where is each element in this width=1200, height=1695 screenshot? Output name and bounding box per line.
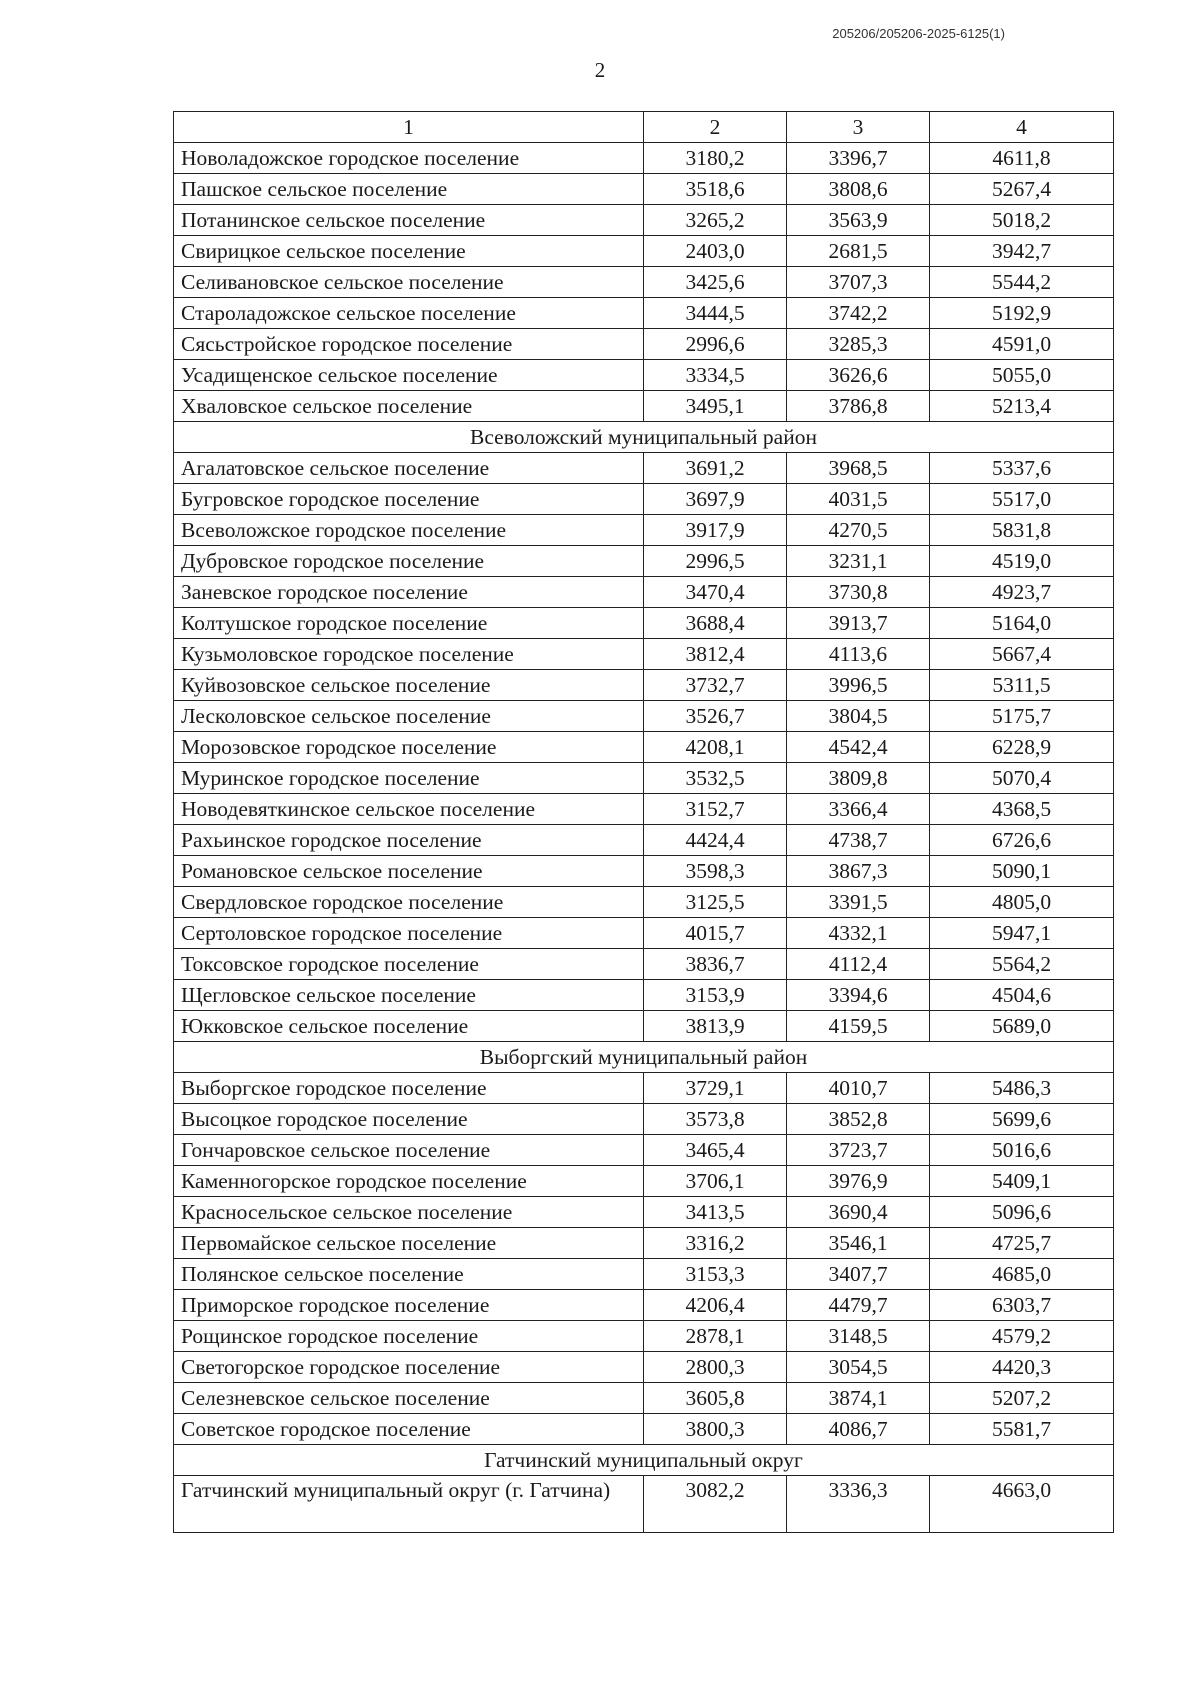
settlement-name-cell: Староладожское сельское поселение <box>174 298 644 329</box>
table-row <box>174 887 1114 918</box>
value-cell-col4: 5070,4 <box>930 763 1114 794</box>
value-cell-col4: 4591,0 <box>930 329 1114 360</box>
value-cell-col4: 5831,8 <box>930 515 1114 546</box>
settlement-name-cell: Морозовское городское поселение <box>174 732 644 763</box>
value-cell-col3: 4086,7 <box>787 1414 930 1445</box>
table-row <box>174 267 1114 298</box>
table-row <box>174 391 1114 422</box>
table-row <box>174 732 1114 763</box>
value-cell-col4: 5175,7 <box>930 701 1114 732</box>
settlement-name-cell: Токсовское городское поселение <box>174 949 644 980</box>
value-cell-col2: 3465,4 <box>644 1135 787 1166</box>
table-row <box>174 1104 1114 1135</box>
section-title: Выборгский муниципальный район <box>174 1042 1114 1073</box>
value-cell-col3: 3723,7 <box>787 1135 930 1166</box>
value-cell-col2: 3729,1 <box>644 1073 787 1104</box>
settlement-name-cell: Усадищенское сельское поселение <box>174 360 644 391</box>
value-cell-col3: 3996,5 <box>787 670 930 701</box>
value-cell-col2: 3265,2 <box>644 205 787 236</box>
value-cell-col3: 2681,5 <box>787 236 930 267</box>
value-cell-col3: 3968,5 <box>787 453 930 484</box>
value-cell-col2: 3470,4 <box>644 577 787 608</box>
settlement-name-cell: Пашское сельское поселение <box>174 174 644 205</box>
value-cell-col3: 4112,4 <box>787 949 930 980</box>
table-row <box>174 205 1114 236</box>
table-row <box>174 1321 1114 1352</box>
settlement-name-cell: Романовское сельское поселение <box>174 856 644 887</box>
settlement-name-cell: Сясьстройское городское поселение <box>174 329 644 360</box>
value-cell-col2: 4208,1 <box>644 732 787 763</box>
section-title: Всеволожский муниципальный район <box>174 422 1114 453</box>
table-row <box>174 546 1114 577</box>
value-cell-col2: 3532,5 <box>644 763 787 794</box>
table-row <box>174 1383 1114 1414</box>
settlement-name-cell: Первомайское сельское поселение <box>174 1228 644 1259</box>
value-cell-col2: 3125,5 <box>644 887 787 918</box>
value-cell-col3: 3867,3 <box>787 856 930 887</box>
value-cell-col4: 5581,7 <box>930 1414 1114 1445</box>
value-cell-col2: 3152,7 <box>644 794 787 825</box>
table-row <box>174 1011 1114 1042</box>
value-cell-col3: 4031,5 <box>787 484 930 515</box>
value-cell-col3: 3809,8 <box>787 763 930 794</box>
value-cell-col2: 3917,9 <box>644 515 787 546</box>
value-cell-col4: 5689,0 <box>930 1011 1114 1042</box>
table-row <box>174 856 1114 887</box>
table-row <box>174 1259 1114 1290</box>
value-cell-col4: 6726,6 <box>930 825 1114 856</box>
column-number-2: 2 <box>644 112 787 143</box>
value-cell-col3: 3054,5 <box>787 1352 930 1383</box>
value-cell-col2: 3180,2 <box>644 143 787 174</box>
section-header-row <box>174 1445 1114 1476</box>
settlement-name-cell: Потанинское сельское поселение <box>174 205 644 236</box>
value-cell-col4: 5486,3 <box>930 1073 1114 1104</box>
settlement-name-cell: Светогорское городское поселение <box>174 1352 644 1383</box>
table-row <box>174 236 1114 267</box>
settlement-name-cell: Новодевяткинское сельское поселение <box>174 794 644 825</box>
table-body <box>174 112 1114 1533</box>
settlement-name-cell: Колтушское городское поселение <box>174 608 644 639</box>
settlement-name-cell: Селезневское сельское поселение <box>174 1383 644 1414</box>
value-cell-col4: 5564,2 <box>930 949 1114 980</box>
value-cell-col3: 4270,5 <box>787 515 930 546</box>
value-cell-col4: 5947,1 <box>930 918 1114 949</box>
value-cell-col2: 2996,5 <box>644 546 787 577</box>
table-row <box>174 143 1114 174</box>
value-cell-col4: 5337,6 <box>930 453 1114 484</box>
settlement-name-cell: Полянское сельское поселение <box>174 1259 644 1290</box>
value-cell-col4: 4923,7 <box>930 577 1114 608</box>
value-cell-col2: 3444,5 <box>644 298 787 329</box>
value-cell-col3: 3396,7 <box>787 143 930 174</box>
settlement-name-cell: Гатчинский муниципальный округ (г. Гатчина) <box>174 1476 644 1533</box>
value-cell-col2: 3495,1 <box>644 391 787 422</box>
value-cell-col3: 3391,5 <box>787 887 930 918</box>
value-cell-col2: 3605,8 <box>644 1383 787 1414</box>
value-cell-col4: 5267,4 <box>930 174 1114 205</box>
value-cell-col2: 3697,9 <box>644 484 787 515</box>
value-cell-col2: 2996,6 <box>644 329 787 360</box>
value-cell-col2: 3413,5 <box>644 1197 787 1228</box>
value-cell-col4: 6228,9 <box>930 732 1114 763</box>
table-row <box>174 701 1114 732</box>
value-cell-col4: 4611,8 <box>930 143 1114 174</box>
section-header-row <box>174 422 1114 453</box>
value-cell-col2: 3573,8 <box>644 1104 787 1135</box>
value-cell-col4: 5517,0 <box>930 484 1114 515</box>
value-cell-col2: 3813,9 <box>644 1011 787 1042</box>
table-row <box>174 515 1114 546</box>
value-cell-col3: 3690,4 <box>787 1197 930 1228</box>
value-cell-col3: 4542,4 <box>787 732 930 763</box>
table-row <box>174 360 1114 391</box>
value-cell-col4: 5544,2 <box>930 267 1114 298</box>
section-title: Гатчинский муниципальный округ <box>174 1445 1114 1476</box>
table-row <box>174 1476 1114 1533</box>
value-cell-col2: 3732,7 <box>644 670 787 701</box>
table-row <box>174 453 1114 484</box>
table-row <box>174 918 1114 949</box>
value-cell-col4: 4519,0 <box>930 546 1114 577</box>
value-cell-col4: 5699,6 <box>930 1104 1114 1135</box>
column-number-row <box>174 112 1114 143</box>
value-cell-col2: 3688,4 <box>644 608 787 639</box>
value-cell-col3: 3366,4 <box>787 794 930 825</box>
value-cell-col3: 3808,6 <box>787 174 930 205</box>
value-cell-col4: 5090,1 <box>930 856 1114 887</box>
page-number: 2 <box>594 58 606 82</box>
value-cell-col3: 3148,5 <box>787 1321 930 1352</box>
settlement-name-cell: Юкковское сельское поселение <box>174 1011 644 1042</box>
value-cell-col4: 4663,0 <box>930 1476 1114 1533</box>
value-cell-col3: 3874,1 <box>787 1383 930 1414</box>
value-cell-col4: 4685,0 <box>930 1259 1114 1290</box>
value-cell-col2: 3800,3 <box>644 1414 787 1445</box>
value-cell-col3: 3563,9 <box>787 205 930 236</box>
table-row <box>174 825 1114 856</box>
column-number-4: 4 <box>930 112 1114 143</box>
value-cell-col4: 5164,0 <box>930 608 1114 639</box>
value-cell-col4: 4805,0 <box>930 887 1114 918</box>
value-cell-col4: 5016,6 <box>930 1135 1114 1166</box>
value-cell-col2: 3518,6 <box>644 174 787 205</box>
value-cell-col2: 3153,9 <box>644 980 787 1011</box>
table-row <box>174 1135 1114 1166</box>
value-cell-col3: 3394,6 <box>787 980 930 1011</box>
value-cell-col4: 4579,2 <box>930 1321 1114 1352</box>
value-cell-col3: 4332,1 <box>787 918 930 949</box>
value-cell-col2: 3706,1 <box>644 1166 787 1197</box>
table-row <box>174 1352 1114 1383</box>
value-cell-col3: 3407,7 <box>787 1259 930 1290</box>
settlement-name-cell: Бугровское городское поселение <box>174 484 644 515</box>
table-row <box>174 980 1114 1011</box>
value-cell-col3: 3231,1 <box>787 546 930 577</box>
table-row <box>174 1290 1114 1321</box>
settlement-name-cell: Выборгское городское поселение <box>174 1073 644 1104</box>
table-row <box>174 329 1114 360</box>
value-cell-col3: 4010,7 <box>787 1073 930 1104</box>
value-cell-col4: 5192,9 <box>930 298 1114 329</box>
settlement-name-cell: Рощинское городское поселение <box>174 1321 644 1352</box>
value-cell-col3: 4738,7 <box>787 825 930 856</box>
value-cell-col3: 3742,2 <box>787 298 930 329</box>
value-cell-col4: 3942,7 <box>930 236 1114 267</box>
settlement-name-cell: Кузьмоловское городское поселение <box>174 639 644 670</box>
value-cell-col3: 3336,3 <box>787 1476 930 1533</box>
value-cell-col4: 4368,5 <box>930 794 1114 825</box>
table-row <box>174 1073 1114 1104</box>
value-cell-col2: 3082,2 <box>644 1476 787 1533</box>
table-row <box>174 1197 1114 1228</box>
value-cell-col4: 5096,6 <box>930 1197 1114 1228</box>
settlement-name-cell: Дубровское городское поселение <box>174 546 644 577</box>
document-id: 205206/205206-2025-6125(1) <box>832 26 1005 41</box>
value-cell-col4: 5055,0 <box>930 360 1114 391</box>
settlement-name-cell: Гончаровское сельское поселение <box>174 1135 644 1166</box>
value-cell-col2: 3425,6 <box>644 267 787 298</box>
settlement-name-cell: Селивановское сельское поселение <box>174 267 644 298</box>
column-number-1: 1 <box>174 112 644 143</box>
value-cell-col4: 6303,7 <box>930 1290 1114 1321</box>
table-row <box>174 298 1114 329</box>
table-row <box>174 577 1114 608</box>
value-cell-col3: 3804,5 <box>787 701 930 732</box>
settlement-name-cell: Куйвозовское сельское поселение <box>174 670 644 701</box>
table-row <box>174 639 1114 670</box>
data-table <box>173 111 1114 1533</box>
value-cell-col3: 3730,8 <box>787 577 930 608</box>
settlement-name-cell: Всеволожское городское поселение <box>174 515 644 546</box>
value-cell-col3: 4159,5 <box>787 1011 930 1042</box>
value-cell-col3: 3285,3 <box>787 329 930 360</box>
table-row <box>174 484 1114 515</box>
value-cell-col2: 2800,3 <box>644 1352 787 1383</box>
value-cell-col2: 4015,7 <box>644 918 787 949</box>
table-row <box>174 1166 1114 1197</box>
value-cell-col2: 3812,4 <box>644 639 787 670</box>
value-cell-col4: 5213,4 <box>930 391 1114 422</box>
value-cell-col4: 5207,2 <box>930 1383 1114 1414</box>
settlement-name-cell: Заневское городское поселение <box>174 577 644 608</box>
settlement-name-cell: Свердловское городское поселение <box>174 887 644 918</box>
settlement-name-cell: Муринское городское поселение <box>174 763 644 794</box>
value-cell-col2: 3836,7 <box>644 949 787 980</box>
value-cell-col2: 3153,3 <box>644 1259 787 1290</box>
settlement-name-cell: Рахьинское городское поселение <box>174 825 644 856</box>
table-row <box>174 1228 1114 1259</box>
value-cell-col4: 4725,7 <box>930 1228 1114 1259</box>
value-cell-col2: 4424,4 <box>644 825 787 856</box>
settlement-name-cell: Высоцкое городское поселение <box>174 1104 644 1135</box>
value-cell-col3: 3707,3 <box>787 267 930 298</box>
settlement-name-cell: Хваловское сельское поселение <box>174 391 644 422</box>
section-header-row <box>174 1042 1114 1073</box>
settlement-name-cell: Новоладожское городское поселение <box>174 143 644 174</box>
table-row <box>174 608 1114 639</box>
value-cell-col2: 4206,4 <box>644 1290 787 1321</box>
value-cell-col2: 3316,2 <box>644 1228 787 1259</box>
value-cell-col2: 2878,1 <box>644 1321 787 1352</box>
settlement-name-cell: Свирицкое сельское поселение <box>174 236 644 267</box>
table-row <box>174 763 1114 794</box>
value-cell-col3: 3976,9 <box>787 1166 930 1197</box>
value-cell-col4: 4504,6 <box>930 980 1114 1011</box>
value-cell-col2: 3598,3 <box>644 856 787 887</box>
value-cell-col3: 3546,1 <box>787 1228 930 1259</box>
value-cell-col3: 4479,7 <box>787 1290 930 1321</box>
table-row <box>174 1414 1114 1445</box>
value-cell-col4: 4420,3 <box>930 1352 1114 1383</box>
settlement-name-cell: Лесколовское сельское поселение <box>174 701 644 732</box>
value-cell-col3: 3852,8 <box>787 1104 930 1135</box>
settlement-name-cell: Каменногорское городское поселение <box>174 1166 644 1197</box>
settlement-name-cell: Сертоловское городское поселение <box>174 918 644 949</box>
table-row <box>174 174 1114 205</box>
table-row <box>174 794 1114 825</box>
table-row <box>174 670 1114 701</box>
value-cell-col4: 5018,2 <box>930 205 1114 236</box>
value-cell-col2: 2403,0 <box>644 236 787 267</box>
settlement-name-cell: Красносельское сельское поселение <box>174 1197 644 1228</box>
table-row <box>174 949 1114 980</box>
settlement-name-cell: Советское городское поселение <box>174 1414 644 1445</box>
value-cell-col3: 3786,8 <box>787 391 930 422</box>
value-cell-col4: 5311,5 <box>930 670 1114 701</box>
column-number-3: 3 <box>787 112 930 143</box>
value-cell-col3: 3913,7 <box>787 608 930 639</box>
value-cell-col4: 5409,1 <box>930 1166 1114 1197</box>
settlement-name-cell: Агалатовское сельское поселение <box>174 453 644 484</box>
value-cell-col4: 5667,4 <box>930 639 1114 670</box>
value-cell-col2: 3334,5 <box>644 360 787 391</box>
settlement-name-cell: Приморское городское поселение <box>174 1290 644 1321</box>
settlement-name-cell: Щегловское сельское поселение <box>174 980 644 1011</box>
value-cell-col3: 4113,6 <box>787 639 930 670</box>
value-cell-col2: 3526,7 <box>644 701 787 732</box>
value-cell-col3: 3626,6 <box>787 360 930 391</box>
value-cell-col2: 3691,2 <box>644 453 787 484</box>
